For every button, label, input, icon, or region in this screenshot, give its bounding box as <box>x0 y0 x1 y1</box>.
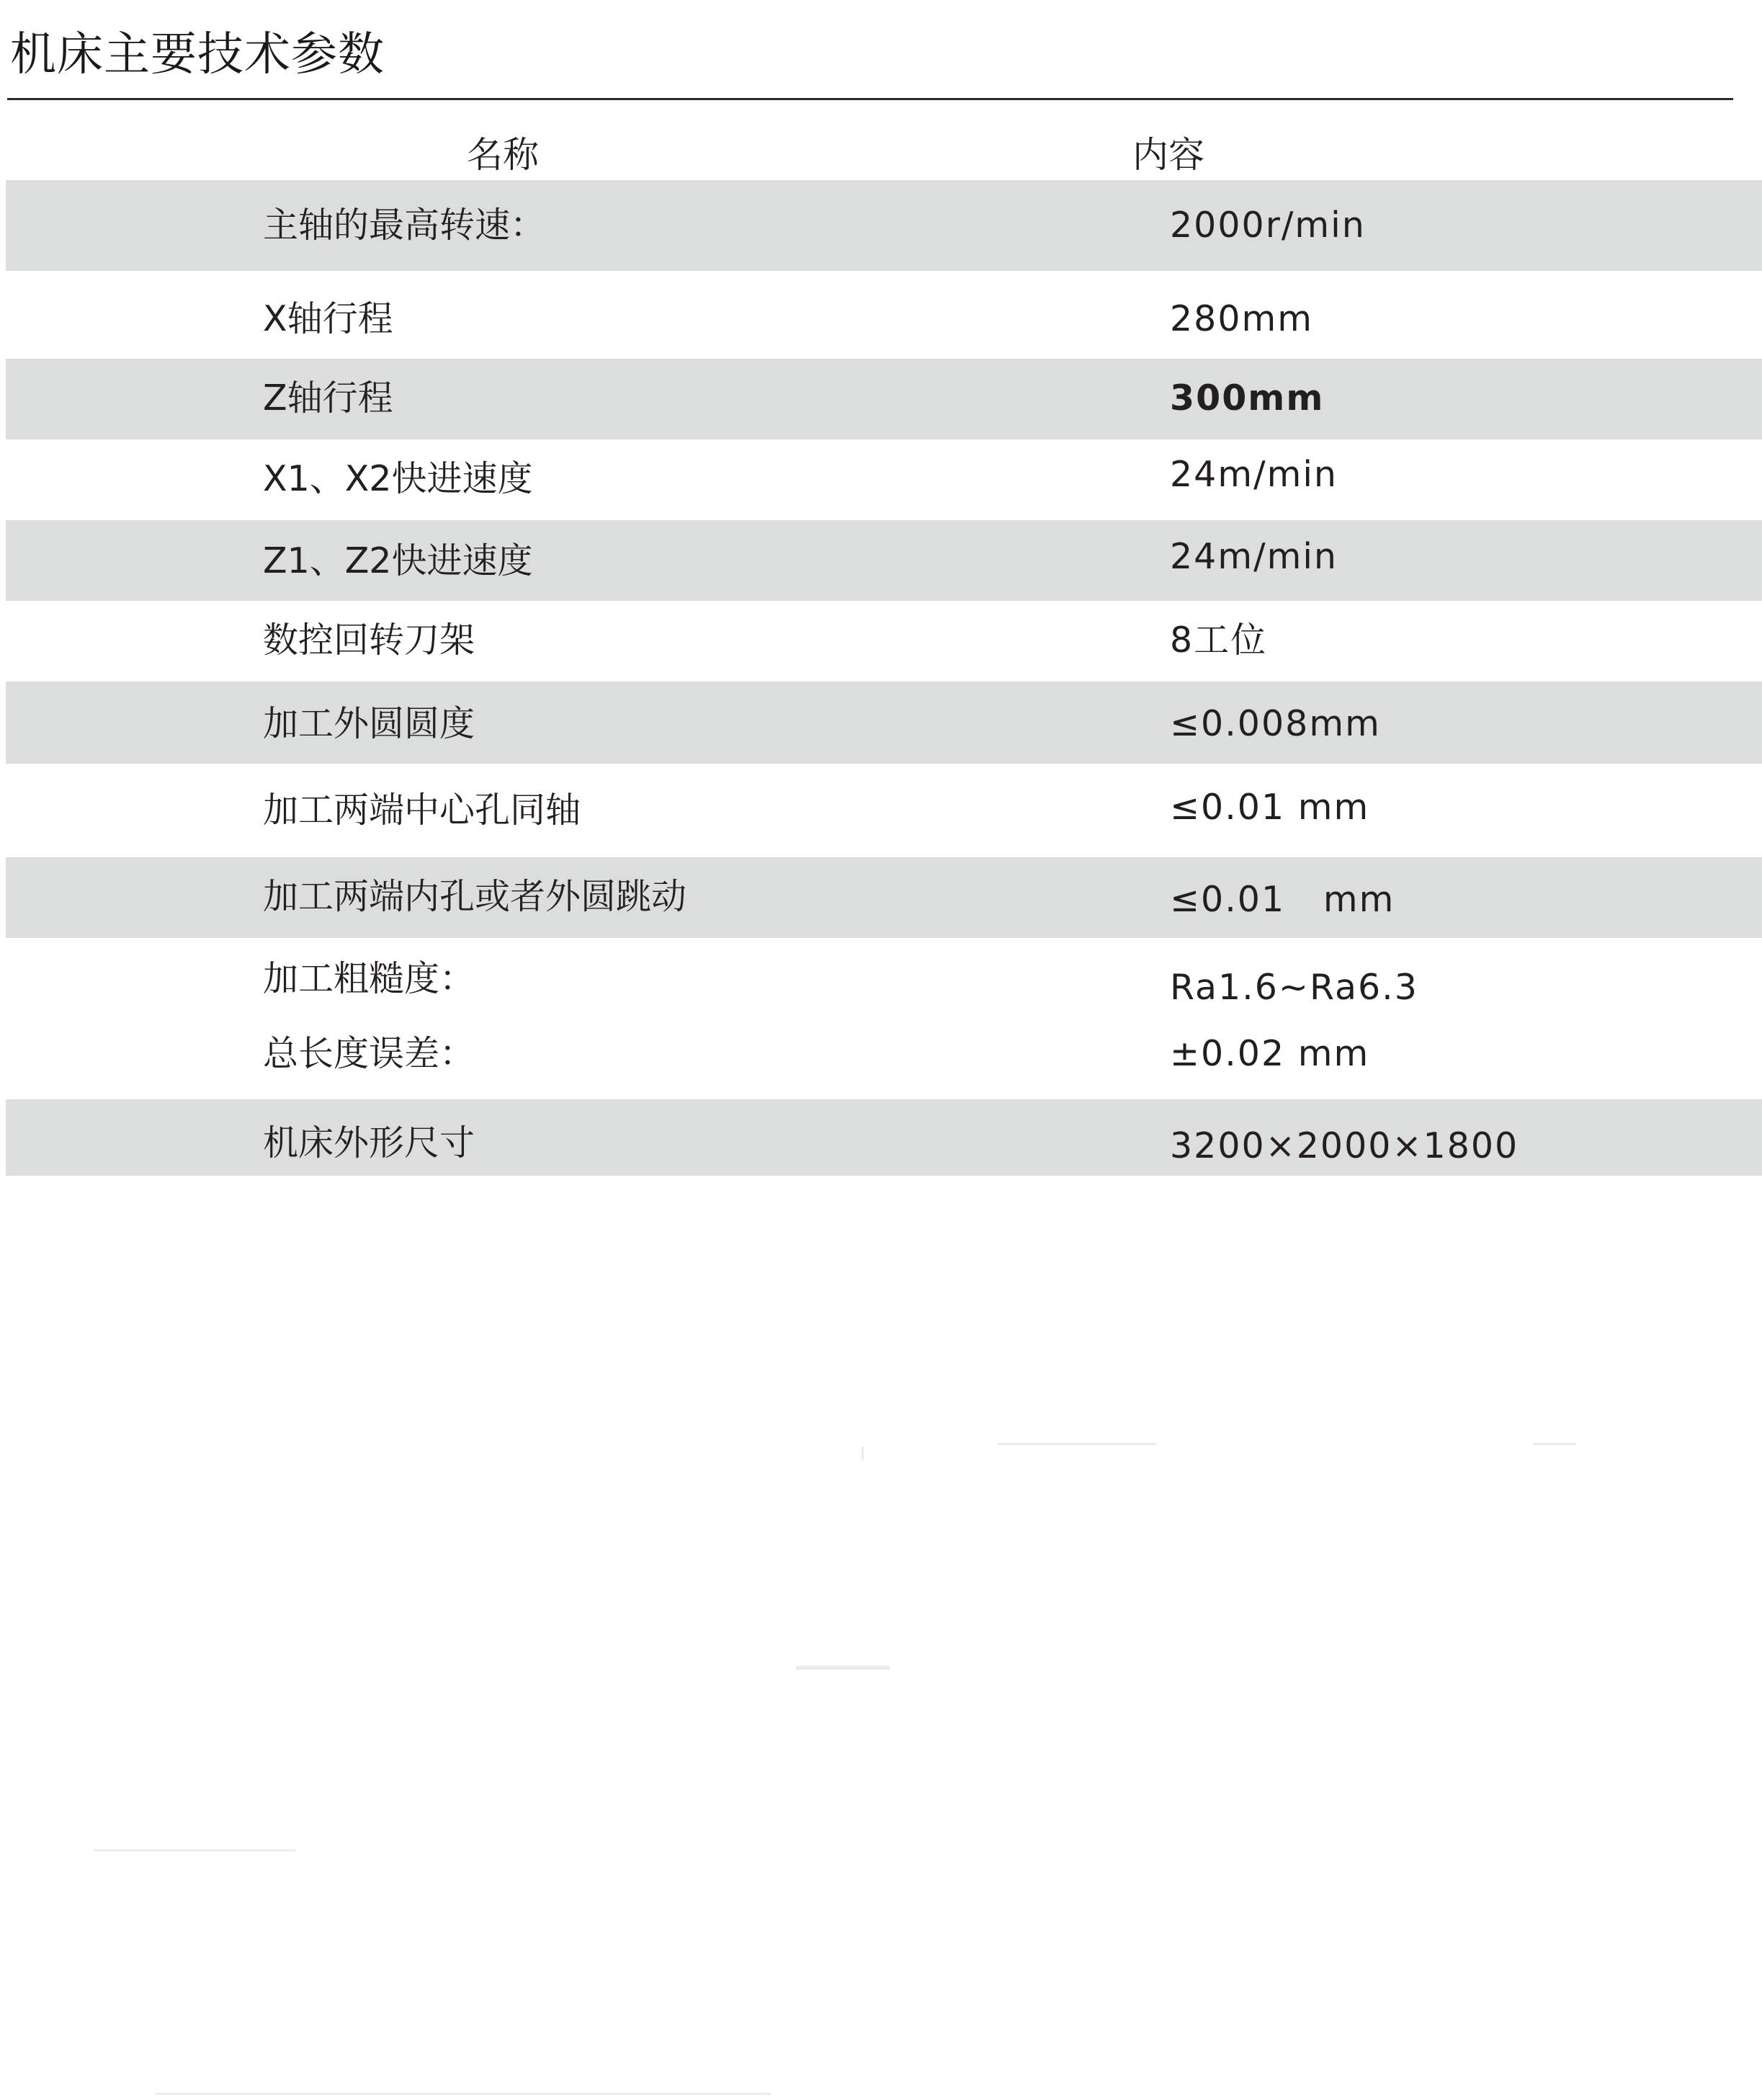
table-row <box>6 938 1762 1099</box>
table-row <box>6 682 1762 764</box>
table-row <box>6 520 1762 601</box>
scan-mark <box>998 1443 1156 1445</box>
spec-value: ≤0.01 mm <box>1170 879 1395 920</box>
spec-value: Ra1.6~Ra6.3 <box>1170 967 1418 1008</box>
table-row <box>6 1099 1762 1176</box>
header-name: 名称 <box>467 134 539 176</box>
scan-mark <box>94 1849 295 1851</box>
spec-name: 加工两端中心孔同轴 <box>263 790 581 831</box>
page-title: 机床主要技术参数 <box>10 28 385 81</box>
spec-name: 数控回转刀架 <box>263 620 475 661</box>
spec-value: ±0.02 mm <box>1170 1033 1370 1074</box>
table-row <box>6 764 1762 857</box>
spec-value: 300mm <box>1170 377 1325 419</box>
spec-value: 8工位 <box>1170 620 1268 661</box>
spec-name: X轴行程 <box>263 298 393 339</box>
table-row <box>6 439 1762 520</box>
table-row <box>6 180 1762 271</box>
spec-value: 3200×2000×1800 <box>1170 1125 1519 1166</box>
scan-mark <box>155 2093 771 2095</box>
spec-table <box>6 130 1762 1176</box>
spec-name: 加工粗糙度： <box>263 958 475 999</box>
spec-name: 主轴的最高转速： <box>263 205 546 246</box>
scan-mark <box>862 1447 864 1460</box>
spec-name: 总长度误差： <box>263 1033 475 1074</box>
scan-mark <box>1533 1443 1576 1445</box>
spec-name: 加工两端内孔或者外圆跳动 <box>263 876 687 917</box>
spec-value: 24m/min <box>1170 454 1338 495</box>
table-header-row <box>6 130 1762 180</box>
spec-name: X1、X2快进速度 <box>263 458 533 499</box>
table-row <box>6 601 1762 682</box>
header-content: 内容 <box>1132 134 1204 176</box>
spec-value: ≤0.01 mm <box>1170 787 1370 828</box>
title-divider <box>7 98 1733 100</box>
spec-value: ≤0.008mm <box>1170 703 1381 744</box>
table-row <box>6 857 1762 938</box>
spec-name: Z轴行程 <box>263 377 393 419</box>
table-row <box>6 359 1762 439</box>
spec-name: 机床外形尺寸 <box>263 1122 475 1163</box>
spec-value: 280mm <box>1170 298 1313 339</box>
spec-name: 加工外圆圆度 <box>263 703 475 744</box>
table-row <box>6 271 1762 359</box>
spec-value: 24m/min <box>1170 536 1338 577</box>
spec-name: Z1、Z2快进速度 <box>263 540 533 581</box>
scan-mark <box>796 1666 890 1670</box>
spec-value: 2000r/min <box>1170 205 1366 246</box>
